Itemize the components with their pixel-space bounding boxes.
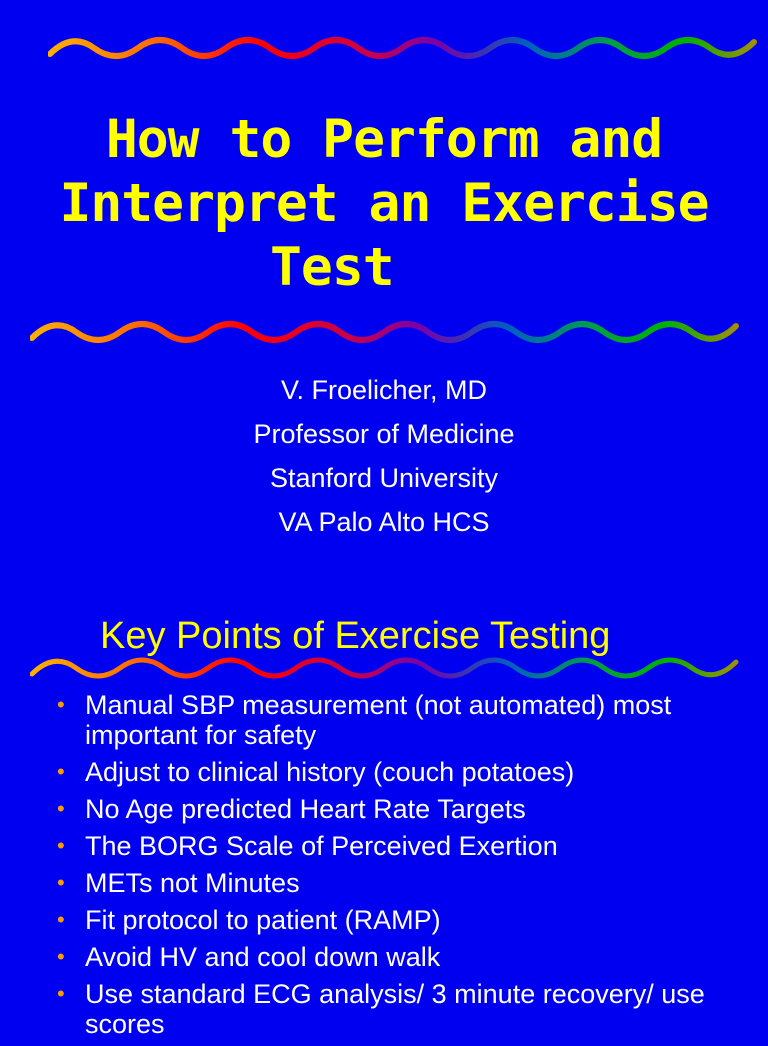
list-item-text: Avoid HV and cool down walk bbox=[85, 942, 441, 972]
bullet-icon: • bbox=[57, 796, 65, 821]
decorative-wave-bottom bbox=[30, 648, 742, 688]
list-item bbox=[55, 794, 755, 824]
decorative-wave-middle bbox=[30, 312, 742, 352]
bullet-icon: • bbox=[57, 833, 65, 858]
slide-title-line-1: How to Perform and bbox=[105, 109, 663, 170]
list-item bbox=[55, 979, 755, 1039]
bullet-icon: • bbox=[57, 870, 65, 895]
slide-title-line-3: Test bbox=[270, 237, 394, 298]
bullet-icon: • bbox=[57, 759, 65, 784]
list-item bbox=[55, 905, 755, 935]
bullet-icon: • bbox=[57, 907, 65, 932]
author-affiliation: VA Palo Alto HCS bbox=[278, 507, 490, 537]
list-item-text: Adjust to clinical history (couch potatoes) bbox=[85, 757, 575, 787]
author-name: V. Froelicher, MD bbox=[280, 375, 488, 405]
list-item bbox=[55, 942, 755, 972]
list-item bbox=[55, 831, 755, 861]
author-university: Stanford University bbox=[269, 463, 499, 493]
list-item bbox=[55, 757, 755, 787]
bullet-icon: • bbox=[57, 944, 65, 969]
list-item bbox=[55, 690, 755, 750]
list-item-text: Fit protocol to patient (RAMP) bbox=[85, 905, 441, 935]
slide-title-line-2: Interpret an Exercise bbox=[59, 173, 709, 234]
bullet-icon: • bbox=[57, 692, 65, 717]
key-points-list bbox=[55, 690, 755, 1046]
bullet-icon: • bbox=[57, 981, 65, 1006]
author-title: Professor of Medicine bbox=[253, 419, 515, 449]
decorative-wave-top bbox=[48, 28, 758, 68]
list-item bbox=[55, 868, 755, 898]
list-item-text: METs not Minutes bbox=[85, 868, 300, 898]
author-block bbox=[0, 368, 768, 544]
list-item-text: The BORG Scale of Perceived Exertion bbox=[85, 831, 558, 861]
key-points-title: Key Points of Exercise Testing bbox=[100, 615, 611, 657]
list-item-text: No Age predicted Heart Rate Targets bbox=[85, 794, 526, 824]
list-item-text: Manual SBP measurement (not automated) most important for safety bbox=[85, 690, 672, 750]
slide-title bbox=[40, 108, 728, 300]
list-item-text: Use standard ECG analysis/ 3 minute recovery/ use scores bbox=[85, 979, 705, 1039]
